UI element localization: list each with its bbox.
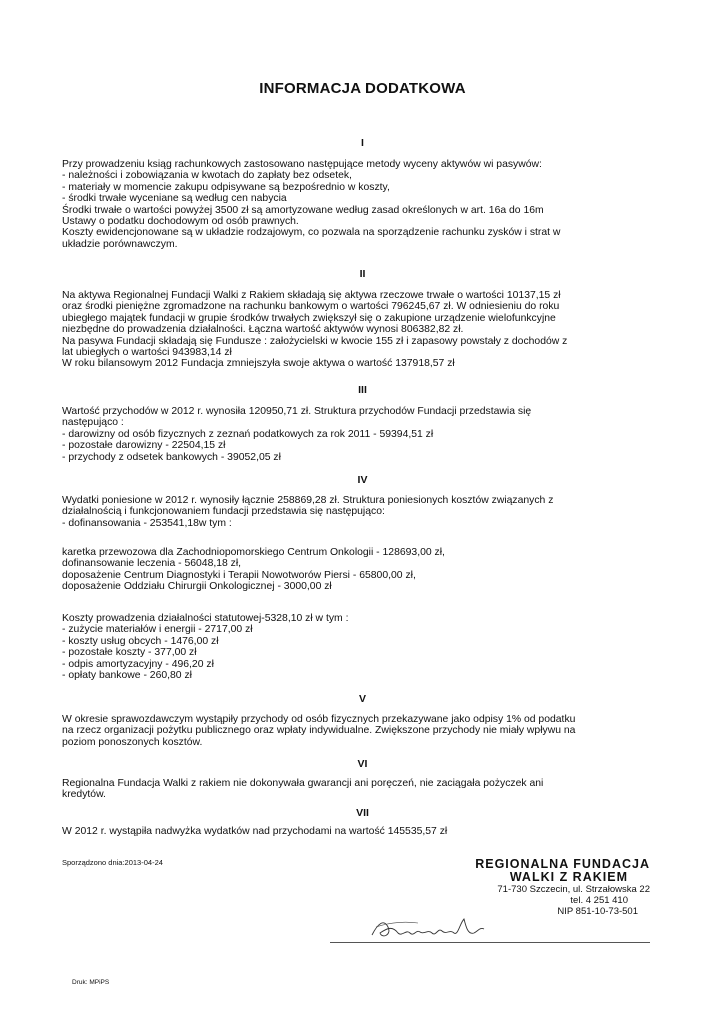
text-line: W okresie sprawozdawczym wystąpiły przychody od osób fizycznych przekazywane jako odpisy 1% od podatku [62, 714, 576, 725]
stamp-org-line-2: WALKI Z RAKIEM [509, 870, 628, 884]
text-line: Regionalna Fundacja Walki z rakiem nie dokonywała gwarancji ani poręczeń, nie zaciągała pożyczek ani [62, 778, 544, 789]
section-7-body [62, 826, 642, 837]
signature-image [368, 905, 488, 945]
section-4-body-a [62, 495, 642, 529]
text-line: - koszty usług obcych - 1476,00 zł [62, 635, 219, 647]
text-line: doposażenie Centrum Diagnostyki i Terapii Nowotworów Piersi - 65800,00 zł, [62, 569, 416, 581]
text-line: kredytów. [62, 789, 106, 801]
section-3-heading: III [358, 384, 367, 396]
text-line: Wartość przychodów w 2012 r. wynosiła 120950,71 zł. Struktura przychodów Fundacji przedstawia się [62, 406, 532, 417]
text-line: oraz środki pieniężne zgromadzone na rachunku bankowym o wartości 796245,67 zł. W odniesieniu do roku [62, 301, 560, 313]
section-4-heading: IV [357, 474, 368, 486]
stamp-org-line-1: REGIONALNA FUNDACJA [475, 857, 650, 871]
text-line: Na aktywa Regionalnej Fundacji Walki z Rakiem składają się aktywa rzeczowe trwałe o wartości 10137,15 zł [62, 290, 561, 301]
print-mark: Druk: MPiPS [72, 979, 110, 986]
text-line: - zużycie materiałów i energii - 2717,00 zł [62, 624, 253, 636]
section-5-body [62, 714, 642, 748]
text-line: następująco : [62, 417, 124, 429]
text-line: układzie porównawczym. [62, 238, 178, 250]
section-1-body [62, 159, 642, 250]
text-line: W roku bilansowym 2012 Fundacja zmniejszyła swoje aktywa o wartość 137918,57 zł [62, 358, 455, 370]
text-line: ubiegłego majątek fundacji w grupie środków trwałych zwiększył się o zakupione urządzenie wielofunkcyjne [62, 312, 556, 324]
text-line: poziom ponoszonych kosztów. [62, 736, 203, 748]
text-line: - dofinansowania - 253541,18w tym : [62, 517, 232, 529]
stamp-phone: tel. 4 251 410 [570, 895, 628, 906]
text-line: - odpis amortyzacyjny - 496,20 zł [62, 658, 214, 670]
text-line: - pozostałe darowizny - 22504,15 zł [62, 440, 226, 452]
section-1-heading: I [361, 137, 364, 149]
section-4-body-c [62, 613, 642, 681]
text-line: - opłaty bankowe - 260,80 zł [62, 670, 192, 682]
prepared-date: Sporządzono dnia:2013-04-24 [62, 858, 163, 867]
section-5-heading: V [358, 693, 366, 705]
text-line: - należności i zobowiązania w kwotach do zapłaty bez odsetek, [62, 170, 352, 182]
text-line: - materiały w momencie zakupu odpisywane są bezpośrednio w koszty, [62, 181, 390, 193]
text-line: Na pasywa Fundacji składają się Fundusze : założycielski w kwocie 155 zł i zapasowy powstały z dochodów z [62, 335, 568, 347]
text-line: Koszty ewidencjonowane są w układzie rodzajowym, co pozwala na sporządzenie rachunku zysków i strat w [62, 227, 561, 239]
text-line: karetka przewozowa dla Zachodniopomorskiego Centrum Onkologii - 128693,00 zł, [62, 547, 445, 558]
text-line: - pozostałe koszty - 377,00 zł [62, 647, 197, 659]
signature-underline [330, 942, 650, 943]
organization-stamp [470, 858, 650, 917]
text-line: dofinansowanie leczenia - 56048,18 zł, [62, 558, 242, 570]
text-line: Wydatki poniesione w 2012 r. wynosiły łącznie 258869,28 zł. Struktura poniesionych kosztów związanych z [62, 495, 554, 506]
text-line: Koszty prowadzenia działalności statutowej-5328,10 zł w tym : [62, 613, 349, 624]
text-line: - środki trwałe wyceniane są według cen nabycia [62, 193, 287, 205]
section-2-heading: II [359, 268, 366, 280]
text-line: W 2012 r. wystąpiła nadwyżka wydatków nad przychodami na wartość 145535,57 zł [62, 826, 448, 837]
text-line: doposażenie Oddziału Chirurgii Onkologicznej - 3000,00 zł [62, 581, 332, 593]
text-line: Środki trwałe o wartości powyżej 3500 zł są amortyzowane według zasad określonych w art. 16a do 16m [62, 204, 544, 216]
section-7-heading: VII [356, 807, 369, 819]
text-line: Ustawy o podatku dochodowym od osób prawnych. [62, 216, 299, 228]
stamp-nip: NIP 851-10-73-501 [557, 906, 638, 917]
section-2-body [62, 290, 642, 370]
stamp-address: 71-730 Szczecin, ul. Strzałowska 22 [497, 884, 650, 895]
page-title: INFORMACJA DODATKOWA [259, 80, 466, 97]
text-line: działalnością i funkcjonowaniem fundacji przedstawia się następująco: [62, 506, 385, 518]
section-4-body-b [62, 547, 642, 593]
section-6-body [62, 778, 642, 801]
text-line: - darowizny od osób fizycznych z zeznań podatkowych za rok 2011 - 59394,51 zł [62, 428, 434, 440]
section-6-heading: VI [357, 758, 368, 770]
text-line: niezbędne do prowadzenia działalności. Łączna wartość aktywów wynosi 806382,82 zł. [62, 324, 464, 336]
text-line: - przychody z odsetek bankowych - 39052,05 zł [62, 451, 281, 463]
text-line: na rzecz organizacji pożytku publicznego oraz wpłaty indywidualne. Zwiększone przychody nie miały wpływu na [62, 725, 576, 737]
text-line: lat ubiegłych o wartości 943983,14 zł [62, 347, 232, 359]
text-line: Przy prowadzeniu ksiąg rachunkowych zastosowano następujące metody wyceny aktywów wi pasywów: [62, 159, 542, 170]
section-3-body [62, 406, 642, 463]
